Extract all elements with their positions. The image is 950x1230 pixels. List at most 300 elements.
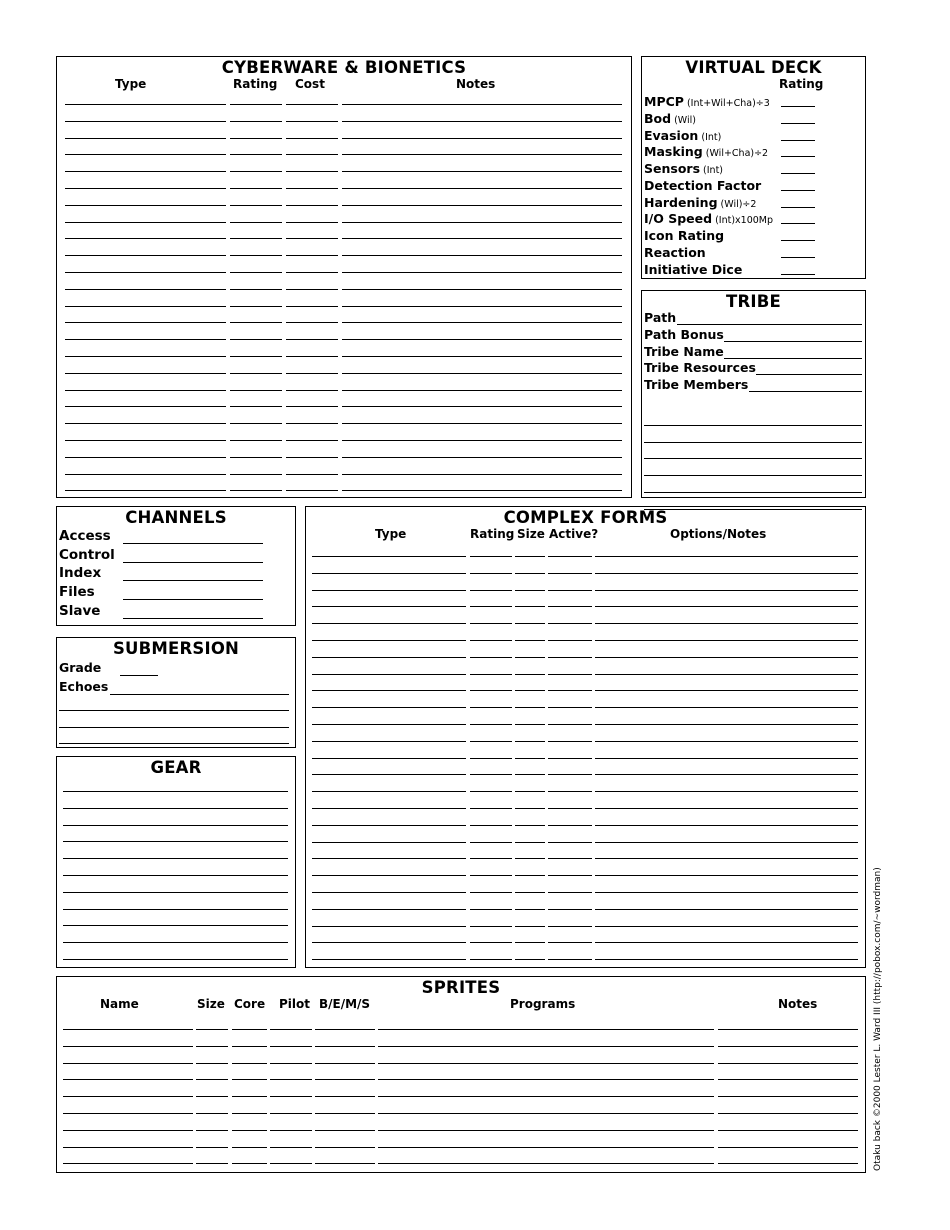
gear-row-line[interactable] bbox=[63, 892, 288, 893]
complex-forms-row-line[interactable] bbox=[312, 741, 466, 742]
tribe-field-line[interactable] bbox=[724, 341, 862, 342]
sprites-row-line[interactable] bbox=[315, 1063, 375, 1064]
cyberware-row-line[interactable] bbox=[65, 490, 226, 491]
complex-forms-row-line[interactable] bbox=[470, 774, 512, 775]
cyberware-row-line[interactable] bbox=[65, 104, 226, 105]
sprites-row-line[interactable] bbox=[63, 1079, 193, 1080]
complex-forms-row-line[interactable] bbox=[548, 791, 592, 792]
complex-forms-row-line[interactable] bbox=[595, 741, 858, 742]
cyberware-row-line[interactable] bbox=[230, 406, 282, 407]
complex-forms-row-line[interactable] bbox=[515, 724, 545, 725]
tribe-field-line[interactable] bbox=[677, 324, 862, 325]
sprites-row-line[interactable] bbox=[232, 1046, 267, 1047]
gear-row-line[interactable] bbox=[63, 841, 288, 842]
complex-forms-row-line[interactable] bbox=[515, 640, 545, 641]
cyberware-row-line[interactable] bbox=[230, 104, 282, 105]
complex-forms-row-line[interactable] bbox=[595, 858, 858, 859]
sprites-row-line[interactable] bbox=[270, 1029, 312, 1030]
cyberware-row-line[interactable] bbox=[230, 238, 282, 239]
complex-forms-row-line[interactable] bbox=[515, 623, 545, 624]
complex-forms-row-line[interactable] bbox=[595, 556, 858, 557]
complex-forms-row-line[interactable] bbox=[595, 875, 858, 876]
cyberware-row-line[interactable] bbox=[286, 289, 338, 290]
virtual-deck-rating-line[interactable] bbox=[781, 106, 815, 107]
cyberware-row-line[interactable] bbox=[230, 457, 282, 458]
cyberware-row-line[interactable] bbox=[342, 474, 622, 475]
complex-forms-row-line[interactable] bbox=[312, 825, 466, 826]
sprites-row-line[interactable] bbox=[315, 1113, 375, 1114]
virtual-deck-rating-line[interactable] bbox=[781, 240, 815, 241]
sprites-row-line[interactable] bbox=[63, 1163, 193, 1164]
complex-forms-row-line[interactable] bbox=[595, 808, 858, 809]
complex-forms-row-line[interactable] bbox=[548, 808, 592, 809]
complex-forms-row-line[interactable] bbox=[312, 690, 466, 691]
complex-forms-row-line[interactable] bbox=[515, 606, 545, 607]
sprites-row-line[interactable] bbox=[378, 1063, 714, 1064]
complex-forms-row-line[interactable] bbox=[548, 825, 592, 826]
gear-row-line[interactable] bbox=[63, 808, 288, 809]
sprites-row-line[interactable] bbox=[270, 1113, 312, 1114]
complex-forms-row-line[interactable] bbox=[548, 640, 592, 641]
complex-forms-row-line[interactable] bbox=[515, 926, 545, 927]
complex-forms-row-line[interactable] bbox=[312, 623, 466, 624]
complex-forms-row-line[interactable] bbox=[312, 909, 466, 910]
cyberware-row-line[interactable] bbox=[286, 474, 338, 475]
complex-forms-row-line[interactable] bbox=[312, 674, 466, 675]
sprites-row-line[interactable] bbox=[378, 1113, 714, 1114]
cyberware-row-line[interactable] bbox=[230, 255, 282, 256]
cyberware-row-line[interactable] bbox=[230, 205, 282, 206]
complex-forms-row-line[interactable] bbox=[312, 774, 466, 775]
complex-forms-row-line[interactable] bbox=[470, 892, 512, 893]
cyberware-row-line[interactable] bbox=[286, 390, 338, 391]
channel-field-line[interactable] bbox=[123, 562, 263, 563]
cyberware-row-line[interactable] bbox=[286, 373, 338, 374]
complex-forms-row-line[interactable] bbox=[548, 573, 592, 574]
cyberware-row-line[interactable] bbox=[230, 423, 282, 424]
sprites-row-line[interactable] bbox=[232, 1130, 267, 1131]
channel-field-line[interactable] bbox=[123, 580, 263, 581]
sprites-row-line[interactable] bbox=[63, 1096, 193, 1097]
cyberware-row-line[interactable] bbox=[286, 306, 338, 307]
complex-forms-row-line[interactable] bbox=[470, 926, 512, 927]
complex-forms-row-line[interactable] bbox=[515, 556, 545, 557]
complex-forms-row-line[interactable] bbox=[470, 942, 512, 943]
sprites-row-line[interactable] bbox=[718, 1046, 858, 1047]
complex-forms-row-line[interactable] bbox=[548, 590, 592, 591]
cyberware-row-line[interactable] bbox=[342, 205, 622, 206]
complex-forms-row-line[interactable] bbox=[595, 640, 858, 641]
cyberware-row-line[interactable] bbox=[65, 121, 226, 122]
cyberware-row-line[interactable] bbox=[286, 356, 338, 357]
cyberware-row-line[interactable] bbox=[65, 255, 226, 256]
sprites-row-line[interactable] bbox=[315, 1046, 375, 1047]
complex-forms-row-line[interactable] bbox=[312, 959, 466, 960]
virtual-deck-rating-line[interactable] bbox=[781, 207, 815, 208]
complex-forms-row-line[interactable] bbox=[312, 707, 466, 708]
virtual-deck-rating-line[interactable] bbox=[781, 274, 815, 275]
cyberware-row-line[interactable] bbox=[286, 171, 338, 172]
complex-forms-row-line[interactable] bbox=[470, 573, 512, 574]
sprites-row-line[interactable] bbox=[196, 1113, 228, 1114]
cyberware-row-line[interactable] bbox=[65, 390, 226, 391]
complex-forms-row-line[interactable] bbox=[470, 758, 512, 759]
sprites-row-line[interactable] bbox=[378, 1029, 714, 1030]
complex-forms-row-line[interactable] bbox=[470, 657, 512, 658]
complex-forms-row-line[interactable] bbox=[595, 758, 858, 759]
sprites-row-line[interactable] bbox=[718, 1079, 858, 1080]
cyberware-row-line[interactable] bbox=[342, 289, 622, 290]
complex-forms-row-line[interactable] bbox=[548, 892, 592, 893]
tribe-members-line[interactable] bbox=[644, 458, 862, 459]
tribe-members-line[interactable] bbox=[644, 442, 862, 443]
gear-row-line[interactable] bbox=[63, 925, 288, 926]
complex-forms-row-line[interactable] bbox=[548, 875, 592, 876]
gear-row-line[interactable] bbox=[63, 825, 288, 826]
cyberware-row-line[interactable] bbox=[230, 222, 282, 223]
complex-forms-row-line[interactable] bbox=[312, 791, 466, 792]
complex-forms-row-line[interactable] bbox=[595, 590, 858, 591]
complex-forms-row-line[interactable] bbox=[312, 758, 466, 759]
complex-forms-row-line[interactable] bbox=[595, 606, 858, 607]
complex-forms-row-line[interactable] bbox=[470, 909, 512, 910]
cyberware-row-line[interactable] bbox=[286, 222, 338, 223]
complex-forms-row-line[interactable] bbox=[312, 640, 466, 641]
cyberware-row-line[interactable] bbox=[230, 490, 282, 491]
sprites-row-line[interactable] bbox=[718, 1096, 858, 1097]
cyberware-row-line[interactable] bbox=[342, 423, 622, 424]
cyberware-row-line[interactable] bbox=[286, 121, 338, 122]
complex-forms-row-line[interactable] bbox=[595, 657, 858, 658]
sprites-row-line[interactable] bbox=[315, 1163, 375, 1164]
cyberware-row-line[interactable] bbox=[65, 406, 226, 407]
sprites-row-line[interactable] bbox=[270, 1079, 312, 1080]
virtual-deck-rating-line[interactable] bbox=[781, 140, 815, 141]
cyberware-row-line[interactable] bbox=[230, 322, 282, 323]
sprites-row-line[interactable] bbox=[315, 1096, 375, 1097]
sprites-row-line[interactable] bbox=[718, 1147, 858, 1148]
cyberware-row-line[interactable] bbox=[65, 457, 226, 458]
cyberware-row-line[interactable] bbox=[286, 490, 338, 491]
sprites-row-line[interactable] bbox=[232, 1163, 267, 1164]
complex-forms-row-line[interactable] bbox=[312, 926, 466, 927]
sprites-row-line[interactable] bbox=[232, 1029, 267, 1030]
cyberware-row-line[interactable] bbox=[230, 289, 282, 290]
cyberware-row-line[interactable] bbox=[342, 339, 622, 340]
cyberware-row-line[interactable] bbox=[230, 390, 282, 391]
cyberware-row-line[interactable] bbox=[286, 406, 338, 407]
complex-forms-row-line[interactable] bbox=[515, 590, 545, 591]
complex-forms-row-line[interactable] bbox=[595, 674, 858, 675]
cyberware-row-line[interactable] bbox=[342, 188, 622, 189]
sprites-row-line[interactable] bbox=[270, 1046, 312, 1047]
cyberware-row-line[interactable] bbox=[65, 272, 226, 273]
complex-forms-row-line[interactable] bbox=[548, 842, 592, 843]
sprites-row-line[interactable] bbox=[378, 1163, 714, 1164]
complex-forms-row-line[interactable] bbox=[548, 657, 592, 658]
complex-forms-row-line[interactable] bbox=[470, 707, 512, 708]
complex-forms-row-line[interactable] bbox=[515, 892, 545, 893]
sprites-row-line[interactable] bbox=[718, 1163, 858, 1164]
complex-forms-row-line[interactable] bbox=[470, 674, 512, 675]
complex-forms-row-line[interactable] bbox=[470, 842, 512, 843]
complex-forms-row-line[interactable] bbox=[312, 858, 466, 859]
virtual-deck-rating-line[interactable] bbox=[781, 123, 815, 124]
sprites-row-line[interactable] bbox=[270, 1163, 312, 1164]
submersion-row-line[interactable] bbox=[59, 727, 289, 728]
complex-forms-row-line[interactable] bbox=[595, 573, 858, 574]
sprites-row-line[interactable] bbox=[232, 1063, 267, 1064]
sprites-row-line[interactable] bbox=[378, 1046, 714, 1047]
complex-forms-row-line[interactable] bbox=[470, 690, 512, 691]
sprites-row-line[interactable] bbox=[63, 1113, 193, 1114]
sprites-row-line[interactable] bbox=[378, 1079, 714, 1080]
complex-forms-row-line[interactable] bbox=[470, 640, 512, 641]
cyberware-row-line[interactable] bbox=[286, 188, 338, 189]
sprites-row-line[interactable] bbox=[718, 1130, 858, 1131]
complex-forms-row-line[interactable] bbox=[312, 892, 466, 893]
cyberware-row-line[interactable] bbox=[230, 138, 282, 139]
complex-forms-row-line[interactable] bbox=[515, 825, 545, 826]
complex-forms-row-line[interactable] bbox=[470, 791, 512, 792]
complex-forms-row-line[interactable] bbox=[595, 791, 858, 792]
sprites-row-line[interactable] bbox=[196, 1079, 228, 1080]
cyberware-row-line[interactable] bbox=[65, 373, 226, 374]
complex-forms-row-line[interactable] bbox=[312, 942, 466, 943]
cyberware-row-line[interactable] bbox=[286, 238, 338, 239]
complex-forms-row-line[interactable] bbox=[515, 573, 545, 574]
cyberware-row-line[interactable] bbox=[230, 306, 282, 307]
cyberware-row-line[interactable] bbox=[230, 188, 282, 189]
cyberware-row-line[interactable] bbox=[65, 205, 226, 206]
gear-row-line[interactable] bbox=[63, 791, 288, 792]
complex-forms-row-line[interactable] bbox=[470, 590, 512, 591]
complex-forms-row-line[interactable] bbox=[470, 724, 512, 725]
complex-forms-row-line[interactable] bbox=[312, 573, 466, 574]
cyberware-row-line[interactable] bbox=[342, 154, 622, 155]
sprites-row-line[interactable] bbox=[63, 1063, 193, 1064]
cyberware-row-line[interactable] bbox=[342, 255, 622, 256]
gear-row-line[interactable] bbox=[63, 858, 288, 859]
cyberware-row-line[interactable] bbox=[286, 272, 338, 273]
complex-forms-row-line[interactable] bbox=[515, 690, 545, 691]
complex-forms-row-line[interactable] bbox=[470, 959, 512, 960]
complex-forms-row-line[interactable] bbox=[595, 623, 858, 624]
cyberware-row-line[interactable] bbox=[286, 154, 338, 155]
tribe-field-line[interactable] bbox=[749, 391, 862, 392]
cyberware-row-line[interactable] bbox=[65, 138, 226, 139]
cyberware-row-line[interactable] bbox=[286, 322, 338, 323]
complex-forms-row-line[interactable] bbox=[515, 741, 545, 742]
sprites-row-line[interactable] bbox=[378, 1130, 714, 1131]
sprites-row-line[interactable] bbox=[270, 1147, 312, 1148]
channel-field-line[interactable] bbox=[123, 618, 263, 619]
sprites-row-line[interactable] bbox=[270, 1063, 312, 1064]
sprites-row-line[interactable] bbox=[196, 1029, 228, 1030]
cyberware-row-line[interactable] bbox=[65, 474, 226, 475]
cyberware-row-line[interactable] bbox=[230, 154, 282, 155]
sprites-row-line[interactable] bbox=[270, 1096, 312, 1097]
gear-row-line[interactable] bbox=[63, 959, 288, 960]
complex-forms-row-line[interactable] bbox=[515, 674, 545, 675]
complex-forms-row-line[interactable] bbox=[548, 774, 592, 775]
virtual-deck-rating-line[interactable] bbox=[781, 173, 815, 174]
gear-row-line[interactable] bbox=[63, 942, 288, 943]
complex-forms-row-line[interactable] bbox=[312, 657, 466, 658]
sprites-row-line[interactable] bbox=[378, 1147, 714, 1148]
cyberware-row-line[interactable] bbox=[230, 356, 282, 357]
complex-forms-row-line[interactable] bbox=[470, 808, 512, 809]
sprites-row-line[interactable] bbox=[196, 1130, 228, 1131]
sprites-row-line[interactable] bbox=[196, 1063, 228, 1064]
complex-forms-row-line[interactable] bbox=[595, 942, 858, 943]
submersion-row-line[interactable] bbox=[59, 710, 289, 711]
sprites-row-line[interactable] bbox=[232, 1096, 267, 1097]
complex-forms-row-line[interactable] bbox=[515, 942, 545, 943]
sprites-row-line[interactable] bbox=[270, 1130, 312, 1131]
cyberware-row-line[interactable] bbox=[286, 440, 338, 441]
sprites-row-line[interactable] bbox=[196, 1046, 228, 1047]
cyberware-row-line[interactable] bbox=[342, 356, 622, 357]
cyberware-row-line[interactable] bbox=[65, 222, 226, 223]
virtual-deck-rating-line[interactable] bbox=[781, 257, 815, 258]
submersion-echoes-line[interactable] bbox=[110, 694, 289, 695]
cyberware-row-line[interactable] bbox=[230, 440, 282, 441]
cyberware-row-line[interactable] bbox=[342, 104, 622, 105]
cyberware-row-line[interactable] bbox=[286, 104, 338, 105]
complex-forms-row-line[interactable] bbox=[312, 808, 466, 809]
cyberware-row-line[interactable] bbox=[65, 322, 226, 323]
complex-forms-row-line[interactable] bbox=[515, 875, 545, 876]
complex-forms-row-line[interactable] bbox=[515, 657, 545, 658]
submersion-row-line[interactable] bbox=[59, 743, 289, 744]
complex-forms-row-line[interactable] bbox=[548, 926, 592, 927]
cyberware-row-line[interactable] bbox=[65, 289, 226, 290]
cyberware-row-line[interactable] bbox=[342, 440, 622, 441]
complex-forms-row-line[interactable] bbox=[548, 741, 592, 742]
complex-forms-row-line[interactable] bbox=[515, 842, 545, 843]
complex-forms-row-line[interactable] bbox=[470, 741, 512, 742]
complex-forms-row-line[interactable] bbox=[515, 959, 545, 960]
cyberware-row-line[interactable] bbox=[65, 423, 226, 424]
complex-forms-row-line[interactable] bbox=[595, 825, 858, 826]
complex-forms-row-line[interactable] bbox=[515, 758, 545, 759]
cyberware-row-line[interactable] bbox=[230, 121, 282, 122]
gear-row-line[interactable] bbox=[63, 909, 288, 910]
complex-forms-row-line[interactable] bbox=[312, 606, 466, 607]
sprites-row-line[interactable] bbox=[232, 1079, 267, 1080]
submersion-grade-line[interactable] bbox=[120, 675, 158, 676]
cyberware-row-line[interactable] bbox=[342, 272, 622, 273]
sprites-row-line[interactable] bbox=[232, 1113, 267, 1114]
complex-forms-row-line[interactable] bbox=[548, 606, 592, 607]
cyberware-row-line[interactable] bbox=[286, 205, 338, 206]
cyberware-row-line[interactable] bbox=[65, 306, 226, 307]
cyberware-row-line[interactable] bbox=[286, 138, 338, 139]
complex-forms-row-line[interactable] bbox=[515, 808, 545, 809]
complex-forms-row-line[interactable] bbox=[548, 858, 592, 859]
sprites-row-line[interactable] bbox=[315, 1079, 375, 1080]
cyberware-row-line[interactable] bbox=[342, 121, 622, 122]
complex-forms-row-line[interactable] bbox=[548, 724, 592, 725]
complex-forms-row-line[interactable] bbox=[595, 774, 858, 775]
complex-forms-row-line[interactable] bbox=[595, 959, 858, 960]
sprites-row-line[interactable] bbox=[63, 1046, 193, 1047]
sprites-row-line[interactable] bbox=[378, 1096, 714, 1097]
sprites-row-line[interactable] bbox=[63, 1130, 193, 1131]
complex-forms-row-line[interactable] bbox=[515, 858, 545, 859]
complex-forms-row-line[interactable] bbox=[515, 774, 545, 775]
complex-forms-row-line[interactable] bbox=[312, 842, 466, 843]
complex-forms-row-line[interactable] bbox=[548, 758, 592, 759]
complex-forms-row-line[interactable] bbox=[548, 942, 592, 943]
complex-forms-row-line[interactable] bbox=[548, 623, 592, 624]
complex-forms-row-line[interactable] bbox=[595, 707, 858, 708]
cyberware-row-line[interactable] bbox=[65, 238, 226, 239]
cyberware-row-line[interactable] bbox=[65, 356, 226, 357]
sprites-row-line[interactable] bbox=[315, 1147, 375, 1148]
sprites-row-line[interactable] bbox=[196, 1147, 228, 1148]
complex-forms-row-line[interactable] bbox=[312, 556, 466, 557]
complex-forms-row-line[interactable] bbox=[312, 875, 466, 876]
complex-forms-row-line[interactable] bbox=[515, 707, 545, 708]
complex-forms-row-line[interactable] bbox=[470, 858, 512, 859]
cyberware-row-line[interactable] bbox=[230, 474, 282, 475]
virtual-deck-rating-line[interactable] bbox=[781, 156, 815, 157]
complex-forms-row-line[interactable] bbox=[595, 892, 858, 893]
complex-forms-row-line[interactable] bbox=[595, 690, 858, 691]
complex-forms-row-line[interactable] bbox=[548, 690, 592, 691]
complex-forms-row-line[interactable] bbox=[548, 556, 592, 557]
complex-forms-row-line[interactable] bbox=[548, 909, 592, 910]
tribe-field-line[interactable] bbox=[724, 358, 862, 359]
complex-forms-row-line[interactable] bbox=[312, 590, 466, 591]
complex-forms-row-line[interactable] bbox=[548, 707, 592, 708]
complex-forms-row-line[interactable] bbox=[595, 926, 858, 927]
cyberware-row-line[interactable] bbox=[230, 339, 282, 340]
cyberware-row-line[interactable] bbox=[342, 222, 622, 223]
complex-forms-row-line[interactable] bbox=[470, 606, 512, 607]
complex-forms-row-line[interactable] bbox=[548, 674, 592, 675]
complex-forms-row-line[interactable] bbox=[515, 909, 545, 910]
cyberware-row-line[interactable] bbox=[65, 171, 226, 172]
cyberware-row-line[interactable] bbox=[342, 390, 622, 391]
cyberware-row-line[interactable] bbox=[342, 322, 622, 323]
cyberware-row-line[interactable] bbox=[342, 457, 622, 458]
complex-forms-row-line[interactable] bbox=[595, 842, 858, 843]
complex-forms-row-line[interactable] bbox=[470, 875, 512, 876]
cyberware-row-line[interactable] bbox=[65, 154, 226, 155]
complex-forms-row-line[interactable] bbox=[595, 724, 858, 725]
cyberware-row-line[interactable] bbox=[342, 373, 622, 374]
tribe-members-line[interactable] bbox=[644, 475, 862, 476]
tribe-members-line[interactable] bbox=[644, 492, 862, 493]
channel-field-line[interactable] bbox=[123, 543, 263, 544]
channel-field-line[interactable] bbox=[123, 599, 263, 600]
cyberware-row-line[interactable] bbox=[286, 255, 338, 256]
cyberware-row-line[interactable] bbox=[65, 188, 226, 189]
complex-forms-row-line[interactable] bbox=[515, 791, 545, 792]
cyberware-row-line[interactable] bbox=[65, 440, 226, 441]
sprites-row-line[interactable] bbox=[718, 1113, 858, 1114]
complex-forms-row-line[interactable] bbox=[470, 623, 512, 624]
cyberware-row-line[interactable] bbox=[342, 406, 622, 407]
complex-forms-row-line[interactable] bbox=[548, 959, 592, 960]
complex-forms-row-line[interactable] bbox=[470, 556, 512, 557]
complex-forms-row-line[interactable] bbox=[312, 724, 466, 725]
sprites-row-line[interactable] bbox=[196, 1163, 228, 1164]
complex-forms-row-line[interactable] bbox=[470, 825, 512, 826]
